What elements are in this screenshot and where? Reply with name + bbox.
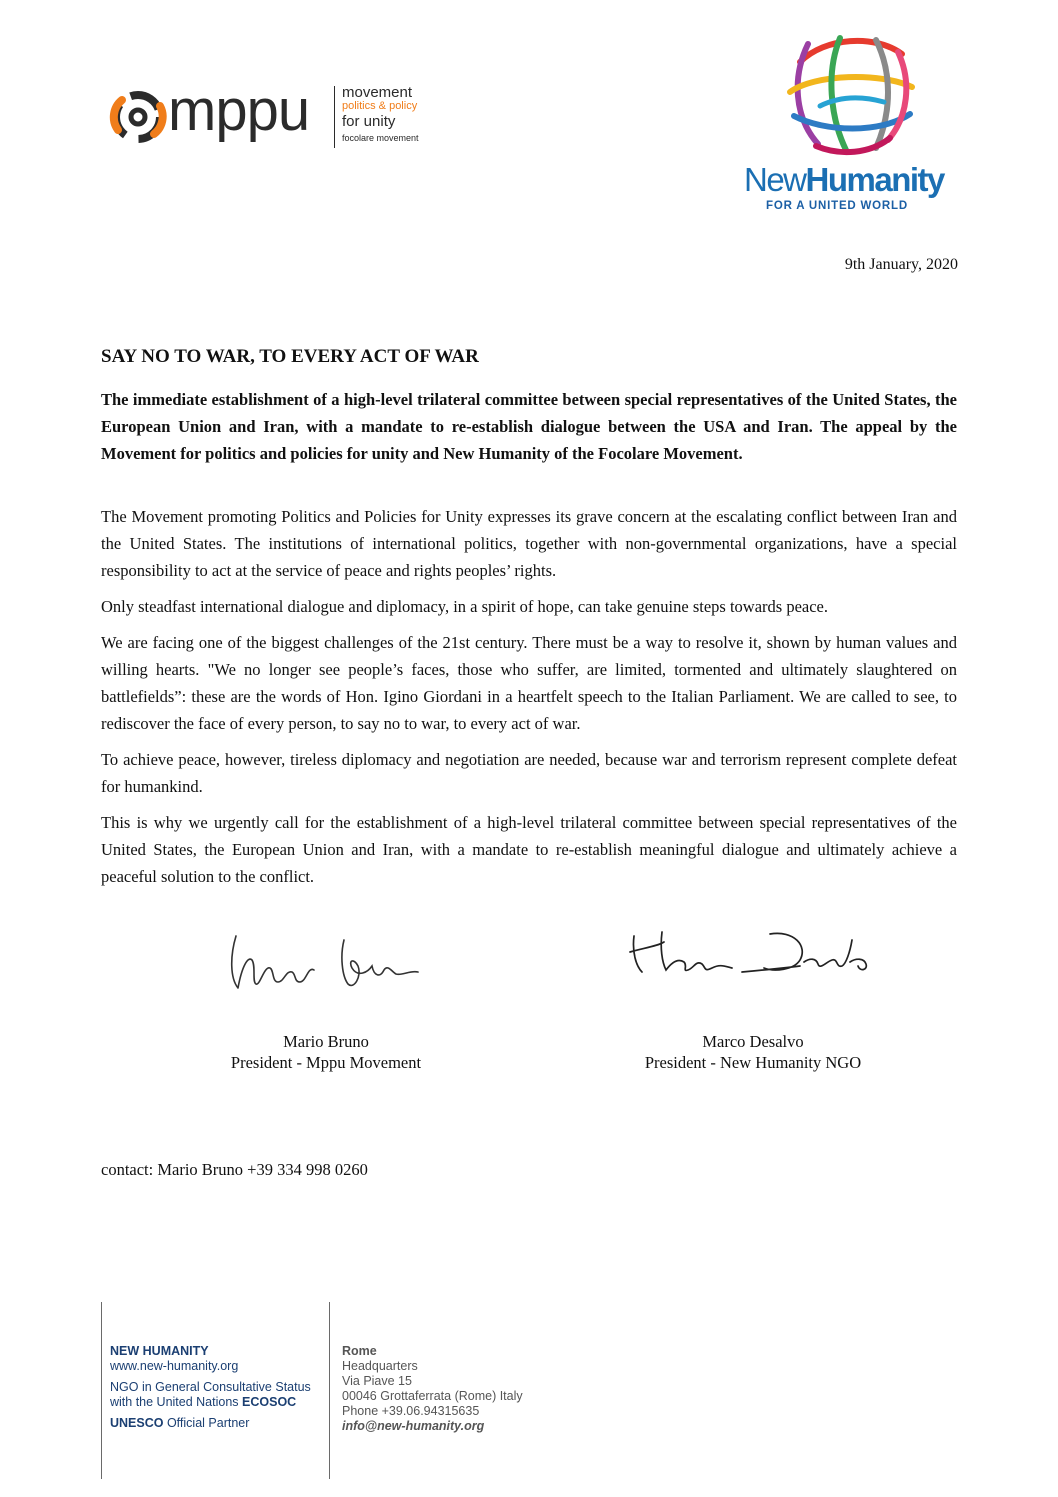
footer-status-line-2 — [110, 1395, 311, 1410]
footer-org-name: NEW HUMANITY — [110, 1344, 209, 1358]
letter-lead: The immediate establishment of a high-level trilateral committee between special representatives of the United States, the European Union and Iran, with a mandate to re-establish dialogue between the USA and Iran. The appeal by the Movement for politics and policies for unity and New Humanity of the Focolare Movement. — [101, 390, 957, 463]
letter-title: SAY NO TO WAR, TO EVERY ACT OF WAR — [101, 346, 479, 367]
signature-marco-desalvo — [624, 922, 884, 986]
new-humanity-word-regular: New — [744, 161, 806, 198]
paragraph: Only steadfast international dialogue and diplomacy, in a spirit of hope, can take genuine steps towards peace. — [101, 597, 828, 616]
footer-phone: Phone +39.06.94315635 — [342, 1404, 480, 1418]
new-humanity-emblem-icon — [780, 32, 920, 156]
signatory-name: Mario Bruno — [283, 1032, 369, 1051]
mppu-wordmark: mppu — [168, 78, 310, 143]
signatory-role: President - New Humanity NGO — [644, 1053, 862, 1072]
footer-unesco: UNESCO — [110, 1416, 164, 1430]
footer-status-prefix: with the United Nations — [110, 1395, 243, 1409]
paragraph: The Movement promoting Politics and Policies for Unity expresses its grave concern at the escalating conflict between Iran and the United States. The institutions of international politics, together with non-governmental organizations, have a special responsibility to act at the service of peace and rights peoples’ rights. — [101, 507, 957, 580]
mppu-tagline-2: politics & policy — [342, 100, 418, 112]
new-humanity-subtitle: FOR A UNITED WORLD — [766, 200, 908, 212]
mppu-emblem-icon — [108, 82, 168, 148]
signature-mario-bruno — [222, 926, 442, 996]
footer-street: Via Piave 15 — [342, 1374, 412, 1388]
signatory-role: President - Mppu Movement — [230, 1053, 422, 1072]
footer-status-line-1: NGO in General Consultative Status — [110, 1380, 311, 1394]
new-humanity-wordmark — [744, 160, 944, 200]
footer-postal: 00046 Grottaferrata (Rome) Italy — [342, 1389, 523, 1403]
footer-email-link[interactable]: info@new-humanity.org — [342, 1419, 485, 1433]
footer-unesco-line — [110, 1416, 311, 1431]
footer-hq: Headquarters — [342, 1359, 418, 1373]
signatory-2 — [593, 1031, 913, 1073]
mppu-tagline-4: focolare movement — [342, 133, 419, 143]
signatory-name: Marco Desalvo — [702, 1032, 804, 1051]
footer-divider-middle — [329, 1302, 330, 1479]
footer-divider-left — [101, 1302, 102, 1479]
new-humanity-logo — [740, 32, 962, 212]
footer-ecosoc: ECOSOC — [242, 1395, 297, 1409]
footer-organization — [110, 1344, 311, 1431]
letter-date: 9th January, 2020 — [844, 256, 958, 273]
footer-city: Rome — [342, 1344, 377, 1358]
footer-address — [342, 1344, 523, 1434]
mppu-tagline-1: movement — [342, 84, 413, 101]
signatory-1 — [166, 1031, 486, 1073]
contact-line: contact: Mario Bruno +39 334 998 0260 — [101, 1160, 368, 1179]
paragraph: We are facing one of the biggest challenges of the 21st century. There must be a way to resolve it, shown by human values and willing hearts. "We no longer see people’s faces, those who suffer, are limited, tormented and ultimately slaughtered on battlefields”: these are the words of Hon. Igino Giordani in a heartfelt speech to the Italian Parliament. We are called to see, to rediscover the face of every person, to say no to war, to every act of war. — [101, 633, 957, 733]
paragraph: This is why we urgently call for the establishment of a high-level trilateral committee between special representatives of the United States, the European Union and Iran, with a mandate to re-establish meaningful dialogue and ultimately achieve a peaceful solution to the conflict. — [101, 813, 957, 886]
mppu-divider — [334, 86, 335, 148]
footer-website-link[interactable]: www.new-humanity.org — [110, 1359, 239, 1373]
mppu-tagline-3: for unity — [342, 113, 396, 130]
mppu-logo — [108, 80, 418, 152]
new-humanity-word-bold: Humanity — [805, 161, 944, 198]
paragraph: To achieve peace, however, tireless diplomacy and negotiation are needed, because war and terrorism represent complete defeat for humankind. — [101, 750, 957, 796]
footer-unesco-rest: Official Partner — [163, 1416, 250, 1430]
